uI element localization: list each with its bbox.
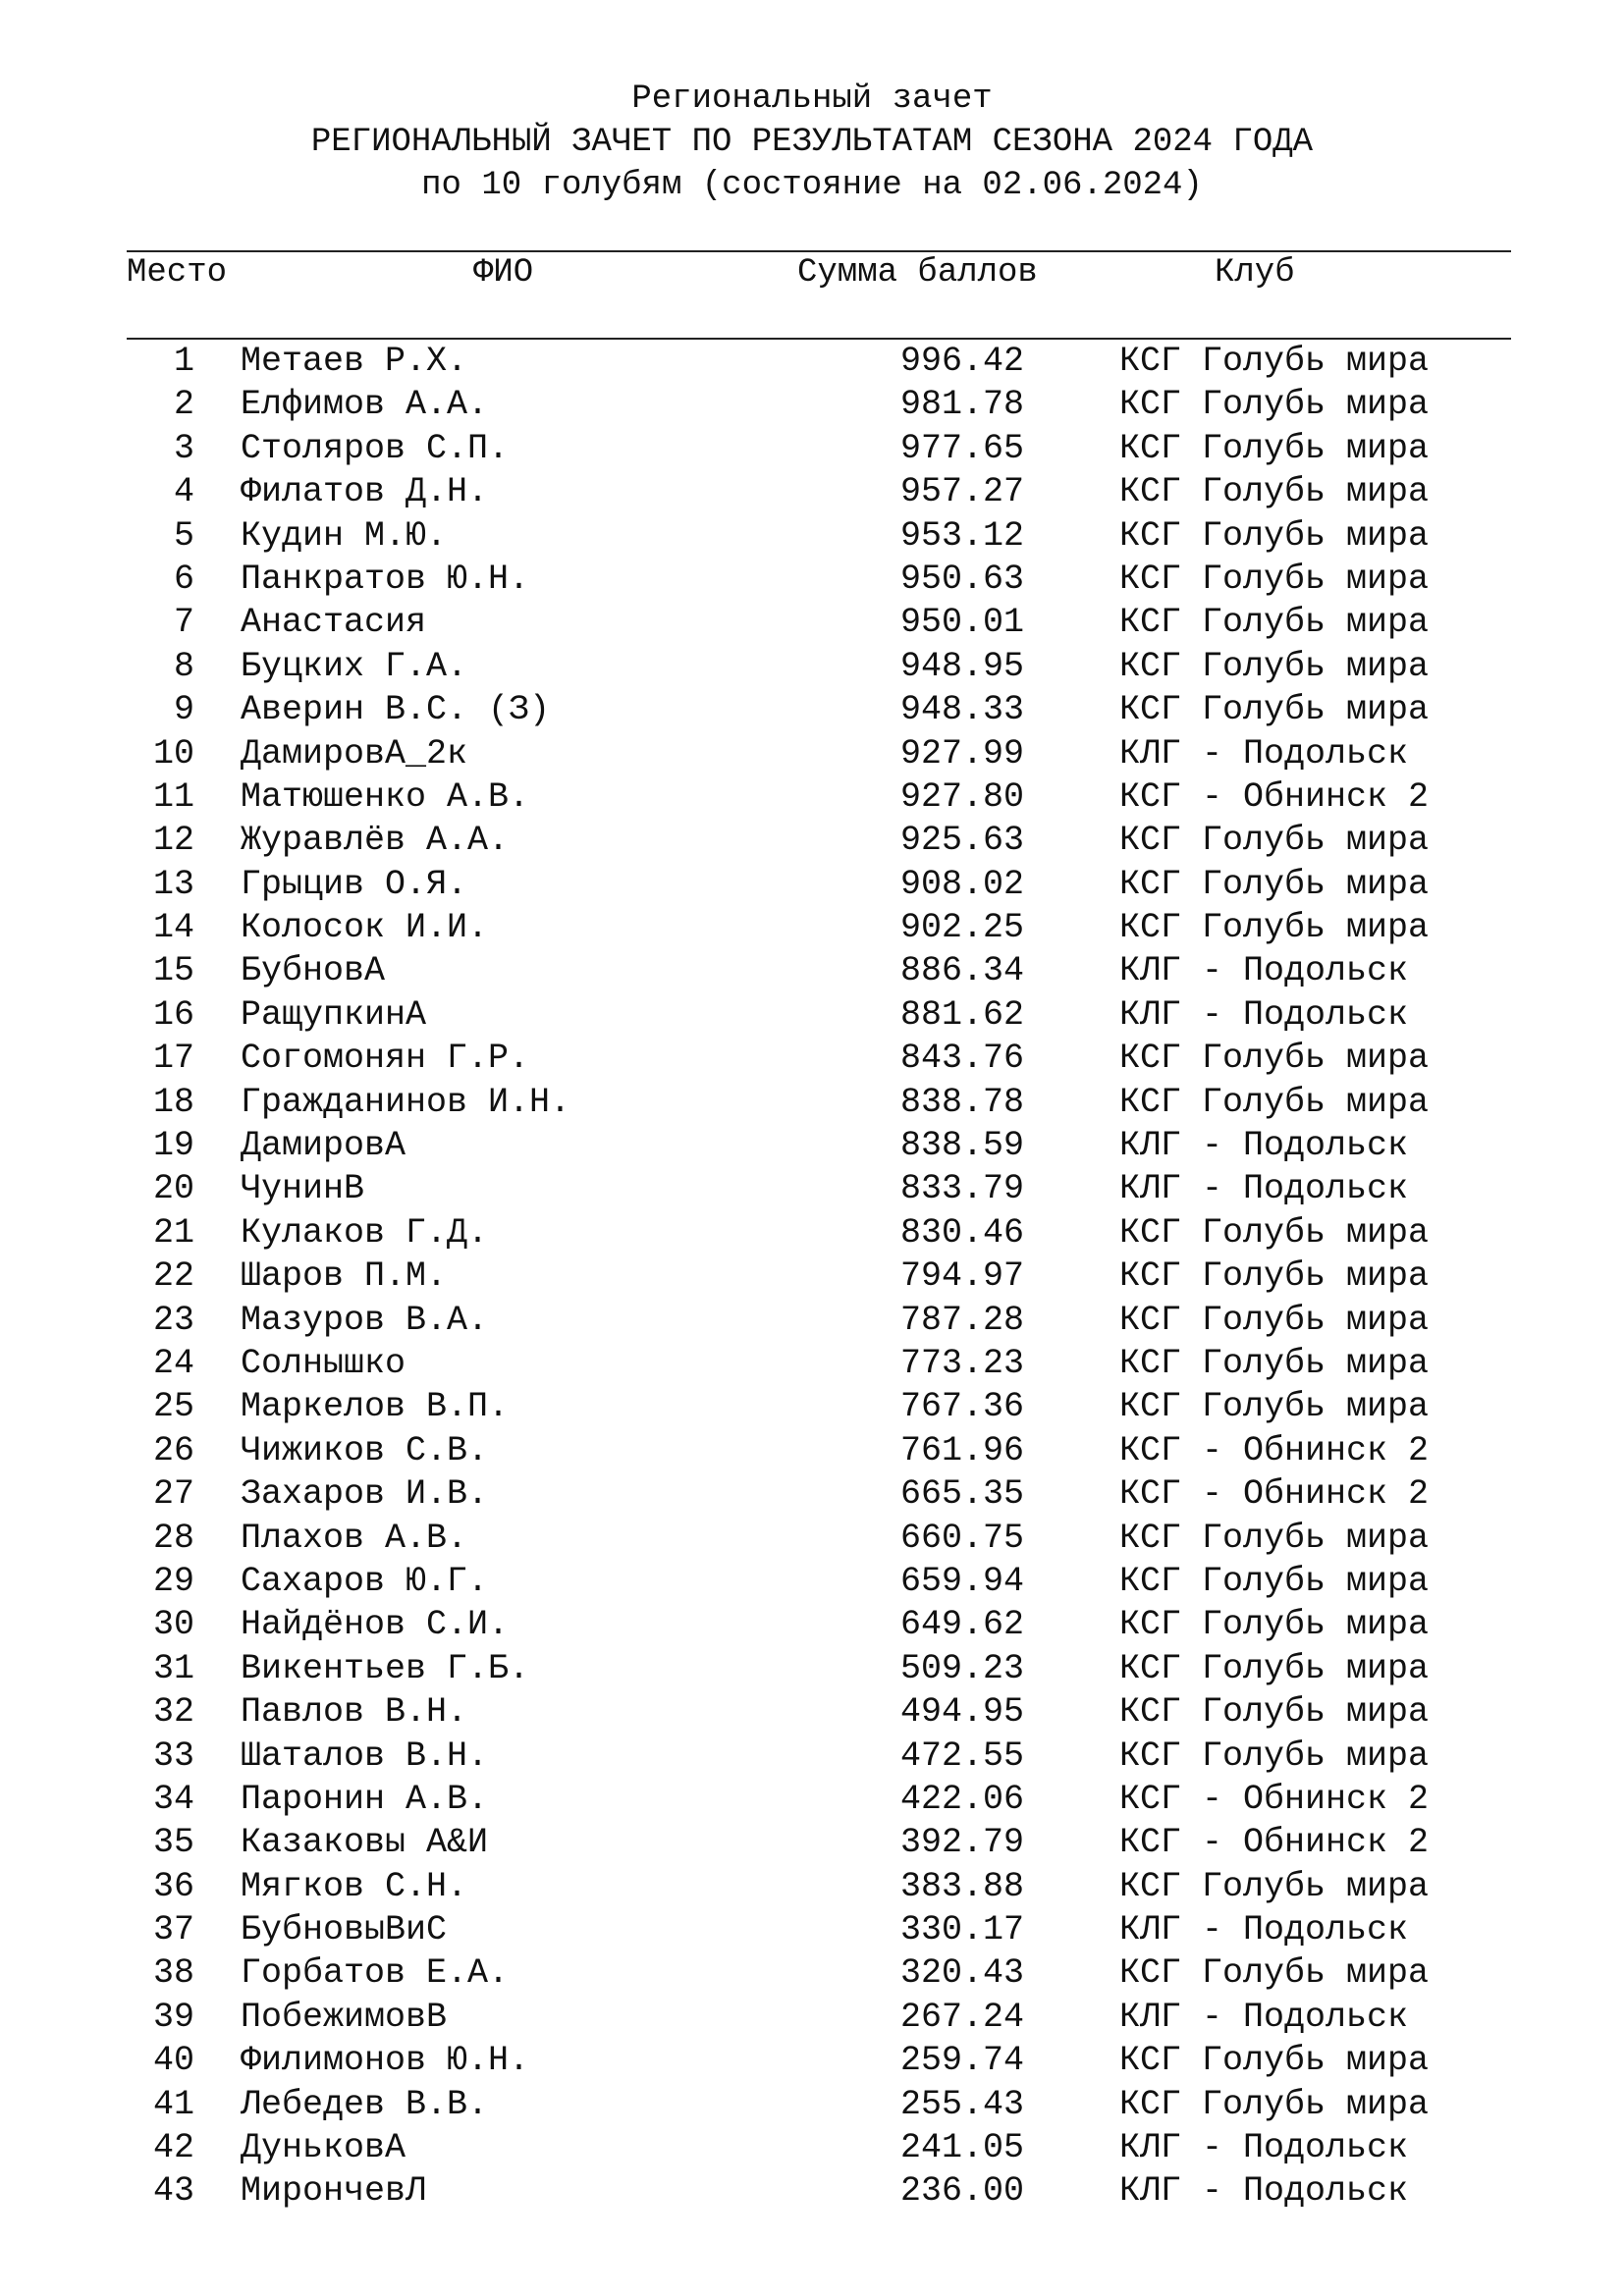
row-score: 977.65 (899, 428, 1024, 468)
table-row (0, 645, 1624, 688)
row-score: 494.95 (899, 1692, 1024, 1733)
row-score: 267.24 (899, 1997, 1024, 2037)
row-club: КСГ Голубь мира (1119, 1518, 1430, 1558)
table-row (0, 1603, 1624, 1646)
table-row (0, 775, 1624, 819)
row-name: Панкратов Ю.Н. (241, 559, 530, 599)
table-row (0, 1560, 1624, 1603)
row-name: Найдёнов С.И. (241, 1605, 510, 1645)
row-score: 509.23 (899, 1648, 1024, 1688)
table-row (0, 601, 1624, 644)
row-name: Гражданинов И.Н. (241, 1082, 571, 1122)
row-score: 665.35 (899, 1474, 1024, 1515)
row-name: Горбатов Е.А. (241, 1953, 510, 1994)
row-club: КСГ - Обнинск 2 (1119, 1474, 1430, 1515)
row-club: КСГ Голубь мира (1119, 603, 1430, 643)
row-score: 767.36 (899, 1387, 1024, 1427)
row-place: 25 (152, 1387, 194, 1427)
row-place: 17 (152, 1039, 194, 1079)
row-place: 16 (152, 994, 194, 1035)
table-row (0, 863, 1624, 906)
row-club: КСГ Голубь мира (1119, 472, 1430, 512)
row-club: КЛГ - Подольск (1119, 994, 1409, 1035)
report-subtitle: РЕГИОНАЛЬНЫЙ ЗАЧЕТ ПО РЕЗУЛЬТАТАМ СЕЗОНА 2024 ГОДА (310, 124, 1314, 161)
table-row (0, 949, 1624, 992)
row-place: 27 (152, 1474, 194, 1515)
row-name: Чижиков С.В. (241, 1430, 489, 1470)
row-name: Шаров П.М. (241, 1256, 448, 1297)
row-place: 42 (152, 2128, 194, 2168)
table-row (0, 1167, 1624, 1210)
row-name: Елфимов А.А. (241, 385, 489, 425)
table-row (0, 993, 1624, 1037)
row-place: 43 (152, 2171, 194, 2212)
row-place: 34 (152, 1779, 194, 1819)
row-name: Филатов Д.Н. (241, 472, 489, 512)
table-row (0, 2126, 1624, 2169)
row-place: 41 (152, 2084, 194, 2124)
col-header-place: Место (127, 254, 228, 292)
row-club: КЛГ - Подольск (1119, 1169, 1409, 1209)
row-name: БубновА (241, 951, 386, 991)
row-club: КСГ Голубь мира (1119, 342, 1430, 381)
row-name: Мягков С.Н. (241, 1866, 468, 1906)
row-score: 236.00 (899, 2171, 1024, 2212)
row-club: КЛГ - Подольск (1119, 1126, 1409, 1166)
row-club: КСГ Голубь мира (1119, 515, 1430, 556)
table-row (0, 470, 1624, 513)
row-name: РащупкинА (241, 994, 427, 1035)
row-place: 28 (152, 1518, 194, 1558)
row-club: КЛГ - Подольск (1119, 1997, 1409, 2037)
row-club: КСГ - Обнинск 2 (1119, 1779, 1430, 1819)
table-row (0, 1951, 1624, 1995)
row-name: Журавлёв А.А. (241, 821, 510, 861)
table-row (0, 1299, 1624, 1342)
row-club: КСГ Голубь мира (1119, 821, 1430, 861)
row-place: 21 (152, 1212, 194, 1253)
row-score: 255.43 (899, 2084, 1024, 2124)
table-row (0, 906, 1624, 949)
row-club: КСГ Голубь мира (1119, 385, 1430, 425)
standings-table (0, 340, 1624, 2214)
row-club: КСГ Голубь мира (1119, 2084, 1430, 2124)
row-score: 659.94 (899, 1561, 1024, 1601)
row-place: 8 (173, 646, 194, 686)
table-row (0, 1996, 1624, 2039)
table-row (0, 1472, 1624, 1516)
row-club: КСГ Голубь мира (1119, 864, 1430, 904)
row-score: 383.88 (899, 1866, 1024, 1906)
row-name: ЧунинВ (241, 1169, 365, 1209)
row-name: Аверин В.С. (З) (241, 690, 551, 730)
row-name: Маркелов В.П. (241, 1387, 510, 1427)
row-name: Солнышко (241, 1343, 406, 1383)
row-place: 5 (173, 515, 194, 556)
table-row (0, 688, 1624, 731)
row-place: 12 (152, 821, 194, 861)
row-place: 35 (152, 1823, 194, 1863)
row-place: 11 (152, 776, 194, 817)
row-score: 330.17 (899, 1910, 1024, 1950)
row-score: 660.75 (899, 1518, 1024, 1558)
row-club: КСГ Голубь мира (1119, 1387, 1430, 1427)
row-place: 23 (152, 1300, 194, 1340)
row-club: КСГ - Обнинск 2 (1119, 776, 1430, 817)
row-score: 787.28 (899, 1300, 1024, 1340)
row-club: КЛГ - Подольск (1119, 2171, 1409, 2212)
row-name: Согомонян Г.Р. (241, 1039, 530, 1079)
row-club: КСГ Голубь мира (1119, 1605, 1430, 1645)
row-place: 6 (173, 559, 194, 599)
row-score: 925.63 (899, 821, 1024, 861)
row-club: КЛГ - Подольск (1119, 733, 1409, 774)
row-place: 20 (152, 1169, 194, 1209)
row-score: 838.59 (899, 1126, 1024, 1166)
row-name: Грыцив О.Я. (241, 864, 468, 904)
row-score: 957.27 (899, 472, 1024, 512)
row-place: 33 (152, 1735, 194, 1776)
row-club: КСГ Голубь мира (1119, 428, 1430, 468)
row-club: КСГ Голубь мира (1119, 1300, 1430, 1340)
table-row (0, 819, 1624, 862)
table-row (0, 1735, 1624, 1778)
row-club: КСГ Голубь мира (1119, 2041, 1430, 2081)
row-place: 37 (152, 1910, 194, 1950)
row-score: 773.23 (899, 1343, 1024, 1383)
table-row (0, 1690, 1624, 1734)
row-score: 392.79 (899, 1823, 1024, 1863)
row-score: 953.12 (899, 515, 1024, 556)
row-club: КСГ Голубь мира (1119, 1082, 1430, 1122)
row-score: 761.96 (899, 1430, 1024, 1470)
table-row (0, 1517, 1624, 1560)
table-row (0, 1908, 1624, 1951)
row-club: КСГ Голубь мира (1119, 559, 1430, 599)
col-header-name: ФИО (473, 254, 534, 292)
table-row (0, 1821, 1624, 1864)
row-score: 948.95 (899, 646, 1024, 686)
row-place: 31 (152, 1648, 194, 1688)
row-score: 838.78 (899, 1082, 1024, 1122)
table-row (0, 1647, 1624, 1690)
row-name: Кулаков Г.Д. (241, 1212, 489, 1253)
row-score: 794.97 (899, 1256, 1024, 1297)
table-row (0, 1081, 1624, 1124)
row-club: КСГ Голубь мира (1119, 1561, 1430, 1601)
row-name: Казаковы А&И (241, 1823, 489, 1863)
row-club: КЛГ - Подольск (1119, 2128, 1409, 2168)
row-score: 833.79 (899, 1169, 1024, 1209)
table-row (0, 340, 1624, 383)
row-place: 9 (173, 690, 194, 730)
report-scope: по 10 голубям (состояние на 02.06.2024) (421, 167, 1203, 204)
table-row (0, 1124, 1624, 1167)
row-name: ДамировА (241, 1126, 406, 1166)
row-club: КСГ Голубь мира (1119, 646, 1430, 686)
row-name: Матюшенко А.В. (241, 776, 530, 817)
row-club: КСГ Голубь мира (1119, 908, 1430, 948)
table-row (0, 1429, 1624, 1472)
row-score: 320.43 (899, 1953, 1024, 1994)
table-row (0, 427, 1624, 470)
row-name: Буцких Г.А. (241, 646, 468, 686)
row-place: 32 (152, 1692, 194, 1733)
row-place: 36 (152, 1866, 194, 1906)
row-score: 927.99 (899, 733, 1024, 774)
row-name: Столяров С.П. (241, 428, 510, 468)
row-club: КСГ Голубь мира (1119, 1256, 1430, 1297)
row-score: 950.01 (899, 603, 1024, 643)
row-name: Колосок И.И. (241, 908, 489, 948)
row-name: ДамировА_2к (241, 733, 468, 774)
row-place: 19 (152, 1126, 194, 1166)
row-name: Павлов В.Н. (241, 1692, 468, 1733)
row-place: 39 (152, 1997, 194, 2037)
row-place: 7 (173, 603, 194, 643)
table-row (0, 1037, 1624, 1080)
col-header-score: Сумма баллов (797, 254, 1038, 292)
row-score: 996.42 (899, 342, 1024, 381)
row-score: 902.25 (899, 908, 1024, 948)
row-score: 948.33 (899, 690, 1024, 730)
table-row (0, 1342, 1624, 1385)
row-place: 4 (173, 472, 194, 512)
table-row (0, 2039, 1624, 2082)
table-row (0, 732, 1624, 775)
row-score: 981.78 (899, 385, 1024, 425)
row-name: Захаров И.В. (241, 1474, 489, 1515)
row-club: КСГ Голубь мира (1119, 1343, 1430, 1383)
table-row (0, 1385, 1624, 1428)
row-club: КСГ Голубь мира (1119, 1692, 1430, 1733)
row-place: 15 (152, 951, 194, 991)
row-name: Метаев Р.Х. (241, 342, 468, 381)
row-score: 649.62 (899, 1605, 1024, 1645)
row-name: БубновыВиС (241, 1910, 448, 1950)
row-score: 843.76 (899, 1039, 1024, 1079)
row-place: 30 (152, 1605, 194, 1645)
row-place: 2 (173, 385, 194, 425)
table-row (0, 1255, 1624, 1298)
row-club: КЛГ - Подольск (1119, 951, 1409, 991)
row-name: Филимонов Ю.Н. (241, 2041, 530, 2081)
row-score: 908.02 (899, 864, 1024, 904)
table-row (0, 2083, 1624, 2126)
row-score: 830.46 (899, 1212, 1024, 1253)
row-place: 38 (152, 1953, 194, 1994)
row-name: Мазуров В.А. (241, 1300, 489, 1340)
row-place: 13 (152, 864, 194, 904)
row-place: 14 (152, 908, 194, 948)
row-club: КСГ Голубь мира (1119, 1866, 1430, 1906)
table-row (0, 558, 1624, 601)
row-name: Кудин М.Ю. (241, 515, 448, 556)
row-place: 22 (152, 1256, 194, 1297)
row-name: Сахаров Ю.Г. (241, 1561, 489, 1601)
row-club: КСГ Голубь мира (1119, 1039, 1430, 1079)
row-score: 881.62 (899, 994, 1024, 1035)
row-place: 10 (152, 733, 194, 774)
row-place: 3 (173, 428, 194, 468)
top-rule (127, 250, 1511, 252)
row-club: КСГ - Обнинск 2 (1119, 1823, 1430, 1863)
row-club: КЛГ - Подольск (1119, 1910, 1409, 1950)
row-club: КСГ Голубь мира (1119, 1212, 1430, 1253)
row-score: 259.74 (899, 2041, 1024, 2081)
row-name: Викентьев Г.Б. (241, 1648, 530, 1688)
row-score: 886.34 (899, 951, 1024, 991)
row-score: 472.55 (899, 1735, 1024, 1776)
row-place: 1 (173, 342, 194, 381)
report-title: Региональный зачет (631, 80, 993, 118)
row-club: КСГ Голубь мира (1119, 1735, 1430, 1776)
row-score: 927.80 (899, 776, 1024, 817)
row-score: 241.05 (899, 2128, 1024, 2168)
row-name: МирончевЛ (241, 2171, 427, 2212)
row-place: 24 (152, 1343, 194, 1383)
col-header-club: Клуб (1215, 254, 1295, 292)
row-place: 29 (152, 1561, 194, 1601)
row-name: Паронин А.В. (241, 1779, 489, 1819)
row-score: 422.06 (899, 1779, 1024, 1819)
table-row (0, 1865, 1624, 1908)
row-name: ПобежимовВ (241, 1997, 448, 2037)
row-name: Анастасия (241, 603, 427, 643)
row-place: 40 (152, 2041, 194, 2081)
row-club: КСГ - Обнинск 2 (1119, 1430, 1430, 1470)
row-name: ДуньковА (241, 2128, 406, 2168)
row-place: 18 (152, 1082, 194, 1122)
table-row (0, 383, 1624, 426)
row-name: Плахов А.В. (241, 1518, 468, 1558)
row-place: 26 (152, 1430, 194, 1470)
table-row (0, 1778, 1624, 1821)
row-score: 950.63 (899, 559, 1024, 599)
row-club: КСГ Голубь мира (1119, 690, 1430, 730)
row-name: Шаталов В.Н. (241, 1735, 489, 1776)
table-row (0, 2169, 1624, 2213)
row-club: КСГ Голубь мира (1119, 1648, 1430, 1688)
table-row (0, 1211, 1624, 1255)
row-club: КСГ Голубь мира (1119, 1953, 1430, 1994)
table-row (0, 514, 1624, 558)
row-name: Лебедев В.В. (241, 2084, 489, 2124)
